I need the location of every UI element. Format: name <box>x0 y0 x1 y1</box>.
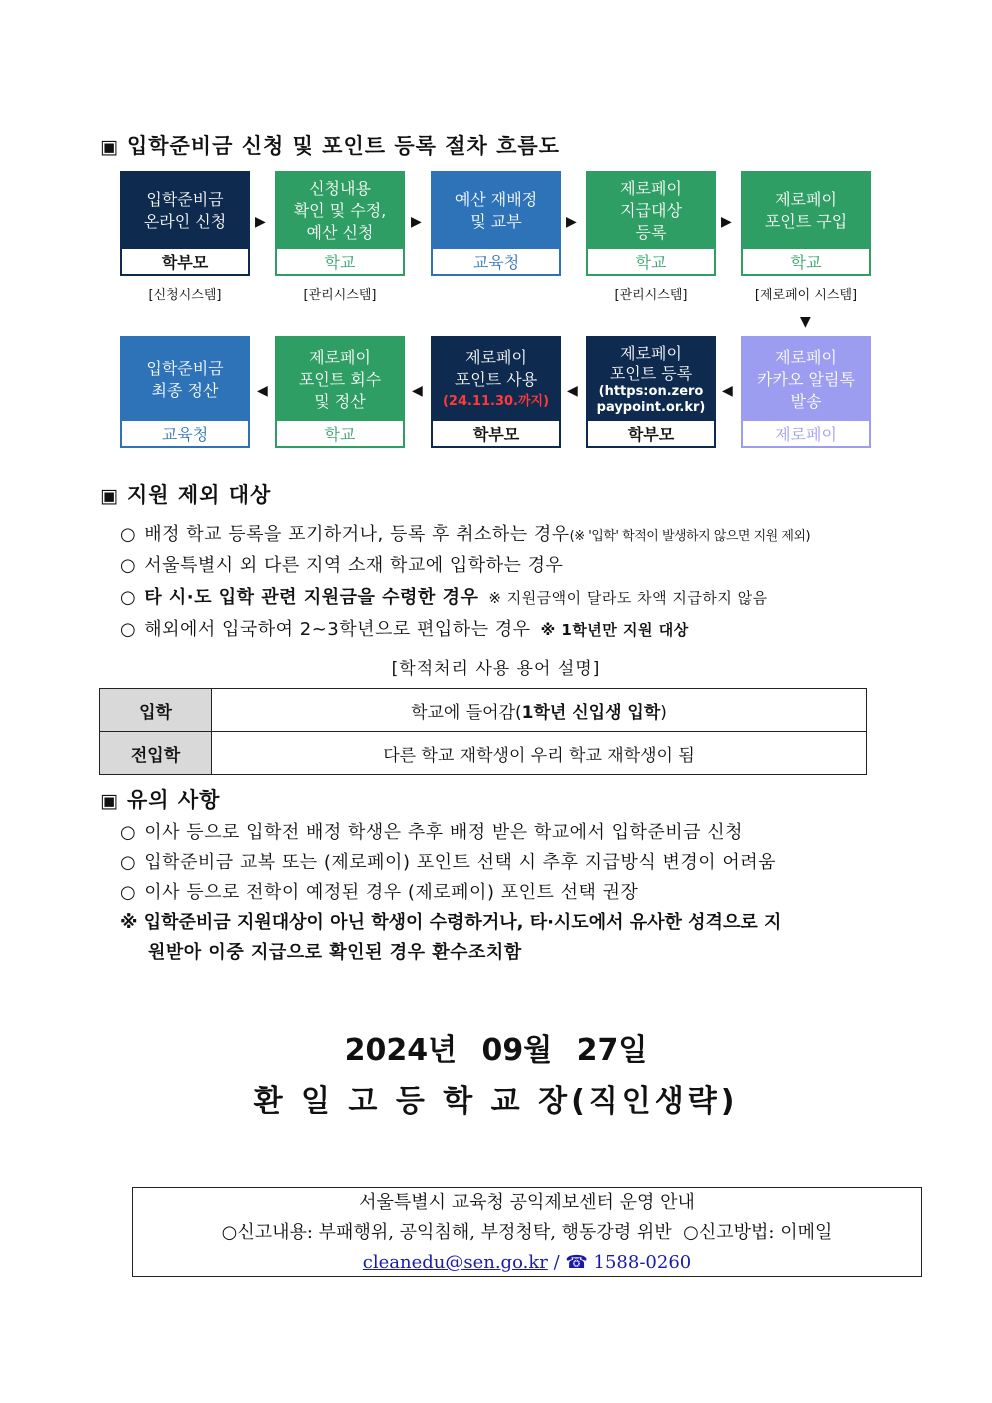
flow-step-label: 제로페이 포인트 회수 및 정산 <box>277 338 403 421</box>
separator: / <box>553 1252 560 1273</box>
exclusion-text: 배정 학교 등록을 포기하거나, 등록 후 취소하는 경우 <box>144 524 570 545</box>
table-row <box>100 732 867 775</box>
warning-line: ※ 입학준비금 지원대상이 아닌 학생이 수령하거나, 타·시도에서 유사한 성격으로 지 <box>120 912 782 933</box>
flow-step-online-application <box>120 171 250 276</box>
section-heading-flow <box>100 130 560 160</box>
whistleblower-info-box <box>132 1187 922 1277</box>
system-label: [관리시스템] <box>614 288 688 303</box>
section-title: 지원 제외 대상 <box>126 483 272 507</box>
flow-step-actor: 교육청 <box>433 249 559 274</box>
deadline-note: (24.11.30.까지) <box>442 393 550 409</box>
flow-step-label: 입학준비금 최종 정산 <box>122 338 248 421</box>
flow-step-label: 신청내용 확인 및 수정, 예산 신청 <box>277 173 403 249</box>
desc-text: ) <box>660 702 667 723</box>
flow-step-actor: 학교 <box>588 249 714 274</box>
flow-step-budget-allocation <box>431 171 561 276</box>
registration-url: (https:on.zero paypoint.or.kr) <box>596 383 706 415</box>
caution-text: 이사 등으로 전학이 예정된 경우 (제로페이) 포인트 선택 권장 <box>144 882 639 903</box>
square-bullet-icon: ▣ <box>100 485 119 507</box>
flow-step-kakao-notice <box>741 336 871 448</box>
caution-item <box>120 818 743 844</box>
arrow-left-icon: ◀ <box>412 383 423 399</box>
caution-text: 이사 등으로 입학전 배정 학생은 추후 배정 받은 학교에서 입학준비금 신청 <box>144 822 744 843</box>
section-heading-exclusions <box>100 479 271 509</box>
exclusion-item <box>120 583 768 609</box>
flow-step-label: 제로페이 포인트 구입 <box>743 173 869 249</box>
term-cell: 입학 <box>100 689 212 732</box>
section-title: 유의 사항 <box>126 788 221 812</box>
arrow-left-icon: ◀ <box>722 383 733 399</box>
flow-step-point-recovery <box>275 336 405 448</box>
arrow-down-icon: ▼ <box>800 314 811 330</box>
signer: 환 일 고 등 학 교 장(직인생략) <box>253 1084 739 1119</box>
arrow-right-icon: ▶ <box>255 214 266 230</box>
phone-number: ☎ 1588-0260 <box>565 1252 692 1273</box>
terms-table <box>99 688 867 775</box>
desc-text: 학교에 들어감( <box>411 702 522 723</box>
circle-bullet-icon: ○ <box>120 882 137 903</box>
arrow-right-icon: ▶ <box>566 214 577 230</box>
flow-step-actor: 학부모 <box>122 249 248 274</box>
email-link[interactable]: cleanedu@sen.go.kr <box>362 1252 548 1273</box>
flow-step-point-registration <box>586 336 716 448</box>
system-label: [제로페이 시스템] <box>754 288 858 303</box>
term-description <box>212 732 867 775</box>
document-date: 2024년 09월 27일 <box>344 1033 648 1068</box>
flow-step-final-settlement <box>120 336 250 448</box>
flow-step-actor: 학교 <box>743 249 869 274</box>
flow-step-actor: 교육청 <box>122 421 248 446</box>
flow-step-label: 제로페이 포인트 등록 <box>609 343 693 383</box>
flow-step-zeropay-registration <box>586 171 716 276</box>
flow-step-content <box>588 338 714 421</box>
exclusion-item <box>120 520 810 546</box>
desc-bold: 1학년 신입생 입학 <box>521 702 661 723</box>
report-method: ○신고방법: 이메일 <box>683 1222 833 1243</box>
exclusion-note: ※ 지원금액이 달라도 차액 지급하지 않음 <box>488 589 768 607</box>
terms-caption: [학적처리 사용 용어 설명] <box>391 659 601 679</box>
term-cell: 전입학 <box>100 732 212 775</box>
system-label: [신청시스템] <box>148 288 222 303</box>
square-bullet-icon: ▣ <box>100 136 119 158</box>
table-row <box>100 689 867 732</box>
circle-bullet-icon: ○ <box>120 619 137 640</box>
term-description <box>212 689 867 732</box>
circle-bullet-icon: ○ <box>120 852 137 873</box>
flow-step-actor: 학부모 <box>433 421 559 446</box>
circle-bullet-icon: ○ <box>120 555 137 576</box>
flow-step-review-budget <box>275 171 405 276</box>
caution-text: 입학준비금 교복 또는 (제로페이) 포인트 선택 시 추후 지급방식 변경이 어려움 <box>144 852 777 873</box>
flow-step-actor: 학교 <box>277 249 403 274</box>
flow-step-label: 예산 재배정 및 교부 <box>433 173 559 249</box>
arrow-right-icon: ▶ <box>721 214 732 230</box>
arrow-left-icon: ◀ <box>257 383 268 399</box>
report-content: ○신고내용: 부패행위, 공익침해, 부정청탁, 행동강령 위반 <box>221 1222 672 1243</box>
caution-item <box>120 878 638 904</box>
section-title: 입학준비금 신청 및 포인트 등록 절차 흐름도 <box>126 134 560 158</box>
system-label: [관리시스템] <box>303 288 377 303</box>
circle-bullet-icon: ○ <box>120 587 137 608</box>
exclusion-item <box>120 615 689 641</box>
flow-step-point-purchase <box>741 171 871 276</box>
flow-step-label: 제로페이 포인트 사용 <box>454 347 538 389</box>
exclusion-note: (※ '입학' 학적이 발생하지 않으면 지원 제외) <box>569 529 811 544</box>
flow-step-actor: 제로페이 <box>743 421 869 446</box>
info-title: 서울특별시 교육청 공익제보센터 운영 안내 <box>359 1192 695 1213</box>
flow-step-content <box>433 338 559 421</box>
info-report-line <box>133 1218 921 1248</box>
flow-step-label: 입학준비금 온라인 신청 <box>122 173 248 249</box>
square-bullet-icon: ▣ <box>100 790 119 812</box>
flow-step-label: 제로페이 카카오 알림톡 발송 <box>743 338 869 421</box>
exclusion-text: 해외에서 입국하여 2~3학년으로 편입하는 경우 <box>144 619 531 640</box>
circle-bullet-icon: ○ <box>120 822 137 843</box>
flow-step-actor: 학부모 <box>588 421 714 446</box>
caution-item <box>120 848 776 874</box>
arrow-right-icon: ▶ <box>411 214 422 230</box>
flow-step-label: 제로페이 지급대상 등록 <box>588 173 714 249</box>
section-heading-cautions <box>100 784 220 814</box>
exclusion-note: ※ 1학년만 지원 대상 <box>540 621 689 639</box>
circle-bullet-icon: ○ <box>120 524 137 545</box>
exclusion-text: 서울특별시 외 다른 지역 소재 학교에 입학하는 경우 <box>144 555 564 576</box>
flow-step-point-use <box>431 336 561 448</box>
info-contact-line <box>133 1248 921 1278</box>
desc-text: 다른 학교 재학생이 우리 학교 재학생이 됨 <box>383 745 695 766</box>
warning-line: 원받아 이중 지급으로 확인된 경우 환수조치함 <box>148 942 522 963</box>
exclusion-text: 타 시·도 입학 관련 지원금을 수령한 경우 <box>144 587 479 608</box>
exclusion-item <box>120 551 563 577</box>
flow-step-actor: 학교 <box>277 421 403 446</box>
arrow-left-icon: ◀ <box>567 383 578 399</box>
